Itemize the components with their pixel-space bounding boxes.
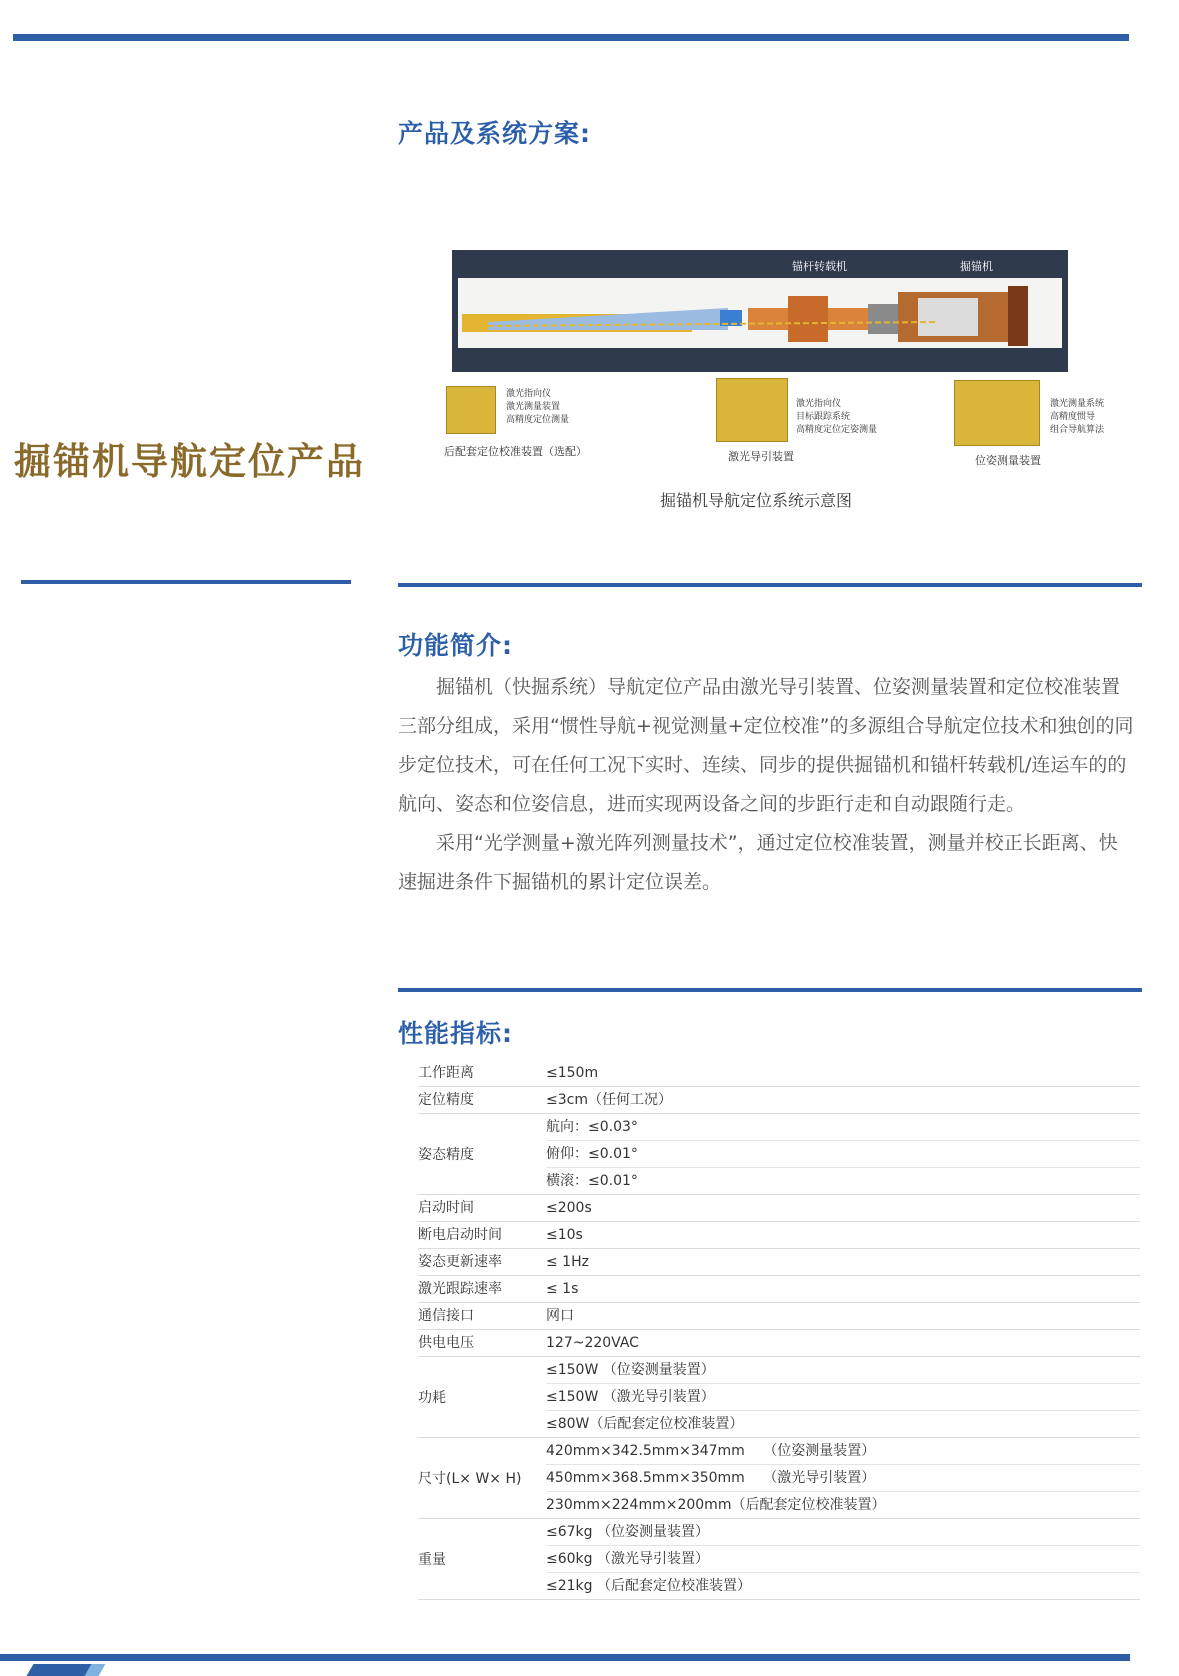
system-diagram (452, 250, 1068, 372)
table-row (418, 1060, 1140, 1087)
table-row (418, 1249, 1140, 1276)
device1-name: 后配套定位校准装置（选配） (444, 445, 587, 458)
intro-paragraph-1: 掘锚机（快掘系统）导航定位产品由激光导引装置、位姿测量装置和定位校准装置三部分组成，采用“惯性导航+视觉测量+定位校准”的多源组合导航定位技术和独创的同步定位技术，可在任何工况下实时、连续、同步的提供掘锚机和锚杆转载机/连运车的的航向、姿态和位姿信息，进而实现两设备之间的步距行走和自动跟随行走。 (398, 676, 1134, 815)
spec-value: 网口 (546, 1308, 574, 1324)
intro-text (398, 668, 1134, 902)
tunnel (458, 278, 1062, 348)
spec-key: 姿态更新速率 (418, 1254, 502, 1270)
products-heading: 产品及系统方案: (398, 119, 591, 148)
side-product-title: 掘锚机导航定位产品 (14, 440, 365, 483)
note: 高精度定位测量 (506, 415, 570, 425)
specs-heading: 性能指标: (398, 1019, 513, 1048)
bottom-rule (0, 1654, 1130, 1661)
spec-key: 姿态精度 (418, 1147, 474, 1163)
pose-device (954, 380, 1040, 446)
spec-value: 127~220VAC (546, 1335, 639, 1351)
spec-key: 启动时间 (418, 1200, 474, 1216)
note: 激光指向仪 (506, 389, 552, 399)
machine-illustration (458, 278, 1062, 348)
miner-label: 掘锚机 (960, 260, 993, 273)
spec-value: ≤80W（后配套定位校准装置） (546, 1416, 744, 1432)
table-row (418, 1222, 1140, 1249)
note: 目标跟踪系统 (796, 412, 851, 422)
spec-value: ≤150W （位姿测量装置） (546, 1357, 1140, 1384)
spec-value: ≤10s (546, 1227, 583, 1243)
table-row (418, 1087, 1140, 1114)
spec-table (418, 1060, 1140, 1600)
intro-heading: 功能简介: (398, 631, 513, 660)
spec-key: 功耗 (418, 1390, 446, 1406)
bottom-tab (27, 1664, 94, 1676)
spec-value: 俯仰：≤0.01° (546, 1141, 1140, 1168)
device1-notes (506, 388, 569, 427)
table-row (418, 1357, 1140, 1438)
spec-value: ≤67kg （位姿测量装置） (546, 1519, 1140, 1546)
spec-value: ≤21kg （后配套定位校准装置） (546, 1578, 751, 1594)
spec-value: ≤3cm（任何工况） (546, 1092, 672, 1108)
table-row (418, 1438, 1140, 1519)
spec-value: 航向：≤0.03° (546, 1114, 1140, 1141)
note: 激光指向仪 (796, 399, 842, 409)
table-row (418, 1303, 1140, 1330)
device2-name: 激光导引装置 (728, 450, 794, 463)
spec-rule (398, 988, 1142, 992)
diagram-caption: 掘锚机导航定位系统示意图 (660, 491, 853, 510)
table-row (418, 1114, 1140, 1195)
table-row (418, 1519, 1140, 1600)
note: 高精度定位定姿测量 (796, 425, 878, 435)
note: 激光测量装置 (506, 402, 561, 412)
device2-notes (796, 398, 877, 437)
note: 高精度惯导 (1050, 412, 1096, 422)
table-row (418, 1195, 1140, 1222)
note: 组合导航算法 (1050, 425, 1105, 435)
spec-key: 供电电压 (418, 1335, 474, 1351)
spec-key: 尺寸(L× W× H) (418, 1471, 522, 1487)
table-row (418, 1330, 1140, 1357)
device3-name: 位姿测量装置 (975, 454, 1041, 467)
spec-value: ≤60kg （激光导引装置） (546, 1546, 1140, 1573)
intro-rule (398, 583, 1142, 587)
bolter-label: 锚杆转载机 (792, 260, 847, 273)
table-row (418, 1276, 1140, 1303)
spec-value: ≤ 1Hz (546, 1254, 589, 1270)
spec-key: 重量 (418, 1552, 446, 1568)
spec-key: 工作距离 (418, 1065, 474, 1081)
spec-key: 通信接口 (418, 1308, 474, 1324)
intro-paragraph-2: 采用“光学测量+激光阵列测量技术”，通过定位校准装置，测量并校正长距离、快速掘进条件下掘锚机的累计定位误差。 (398, 832, 1118, 893)
spec-key: 激光跟踪速率 (418, 1281, 502, 1297)
spec-value: ≤ 1s (546, 1281, 579, 1297)
spec-value: ≤150m (546, 1065, 599, 1081)
left-rule (21, 580, 351, 584)
laser-guide-device (716, 378, 788, 442)
note: 激光测量系统 (1050, 399, 1105, 409)
spec-value: 450mm×368.5mm×350mm （激光导引装置） (546, 1465, 1140, 1492)
spec-value: ≤200s (546, 1200, 592, 1216)
spec-value: 横滚：≤0.01° (546, 1173, 638, 1189)
spec-key: 断电启动时间 (418, 1227, 502, 1243)
spec-value: 420mm×342.5mm×347mm （位姿测量装置） (546, 1438, 1140, 1465)
spec-value: ≤150W （激光导引装置） (546, 1384, 1140, 1411)
calibration-device (446, 386, 496, 434)
device3-notes (1050, 398, 1104, 437)
top-rule (13, 34, 1129, 41)
spec-key: 定位精度 (418, 1092, 474, 1108)
spec-value: 230mm×224mm×200mm（后配套定位校准装置） (546, 1497, 886, 1513)
